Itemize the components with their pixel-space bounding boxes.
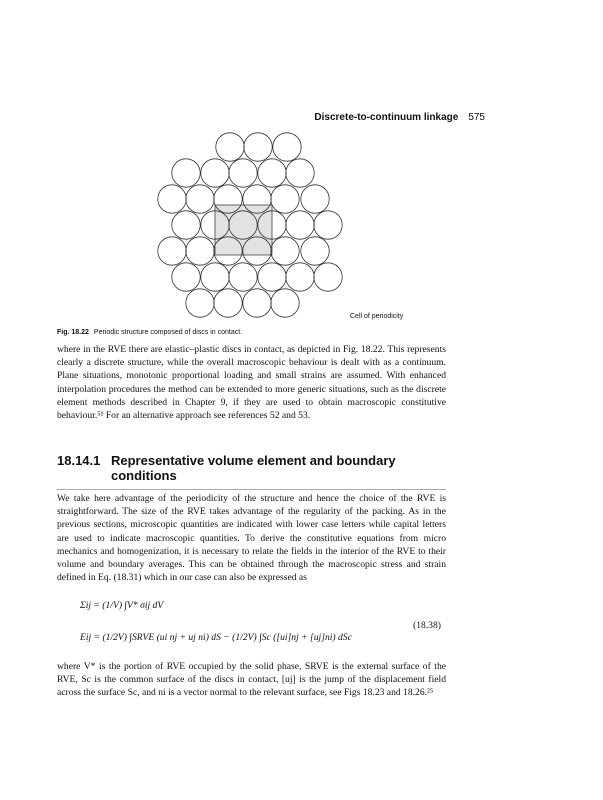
disc: [216, 133, 244, 161]
disc: [186, 237, 214, 265]
disc: [301, 185, 329, 213]
figure-caption: [57, 329, 242, 336]
running-title: Discrete-to-continuum linkage: [314, 112, 459, 123]
disc: [229, 263, 257, 291]
equation-number: (18.38): [413, 620, 441, 631]
disc: [201, 159, 229, 187]
disc: [258, 159, 286, 187]
caption-text: Periodic structure composed of discs in contact.: [93, 329, 243, 336]
disc: [258, 263, 286, 291]
disc: [186, 185, 214, 213]
section-title-line1: Representative volume element and boundary: [111, 453, 396, 468]
paragraph: where in the RVE there are elastic–plastic discs in contact, as depicted in Fig. 18.22. This represents clearly a discrete structure, while the overall macroscopic behaviour is dealt with as a continuum. Plane situations, monotonic proportional loading and small strains are assumed. With enhanced interpolation procedures the method can be extended to more generic situations, such as the discrete element methods described in Chapter 9, if they are used to obtain macroscopic constitutive behaviour.⁵¹ For an alternative approach see references 52 and 53.: [57, 344, 446, 422]
figure-label: Cell of periodicity: [350, 313, 404, 320]
disc: [229, 159, 257, 187]
page-number: 575: [468, 112, 485, 123]
section-title-line2: conditions: [111, 468, 177, 483]
disc: [158, 185, 186, 213]
equation-line-1: Σij = (1/V) ∫V* σij dV: [80, 600, 164, 611]
disc: [271, 185, 299, 213]
disc: [271, 289, 299, 317]
disc: [172, 263, 200, 291]
disc: [273, 133, 301, 161]
disc: [301, 237, 329, 265]
disc: [214, 289, 242, 317]
paragraph: We take here advantage of the periodicity of the structure and hence the choice of the RVE is straightforward. The size of the RVE takes advantage of the regularity of the packing. As in the previous sections, microscopic quantities are indicated with lower case letters while capital letters are used to indicate macroscopic quantities. To derive the constitutive equations from micro mechanics and homogenization, it is necessary to relate the fields in the interior of the RVE to their volume and boundary averages. This can be obtained through the macroscopic stress and strain defined in Eq. (18.31) which in our case can also be expressed as: [57, 493, 446, 584]
disc: [243, 289, 271, 317]
disc: [172, 211, 200, 239]
caption-number: Fig. 18.22: [57, 329, 89, 336]
disc: [314, 211, 342, 239]
paragraph: where V* is the portion of RVE occupied by the solid phase, SRVE is the external surface of the RVE, Sc is the common surface of the discs in contact, [uj] is the jump of the displacement field across the surface Sc, and ni is a vector normal to the relevant surface, see Figs 18.23 and 18.26.²⁵: [57, 661, 446, 699]
disc: [286, 263, 314, 291]
disc: [172, 159, 200, 187]
disc: [286, 159, 314, 187]
section-heading: [57, 453, 446, 490]
disc: [286, 211, 314, 239]
disc: [186, 289, 214, 317]
disc: [271, 237, 299, 265]
equation-line-2: Eij = (1/2V) ∫SRVE (ui nj + uj ni) dS − (1/2V) ∫Sc ([ui]nj + [uj]ni) dSc: [80, 632, 352, 643]
disc: [314, 263, 342, 291]
disc: [244, 133, 272, 161]
section-number: 18.14.1: [57, 453, 101, 468]
disc: [201, 263, 229, 291]
disc-packing-figure: [0, 0, 603, 330]
disc: [158, 237, 186, 265]
